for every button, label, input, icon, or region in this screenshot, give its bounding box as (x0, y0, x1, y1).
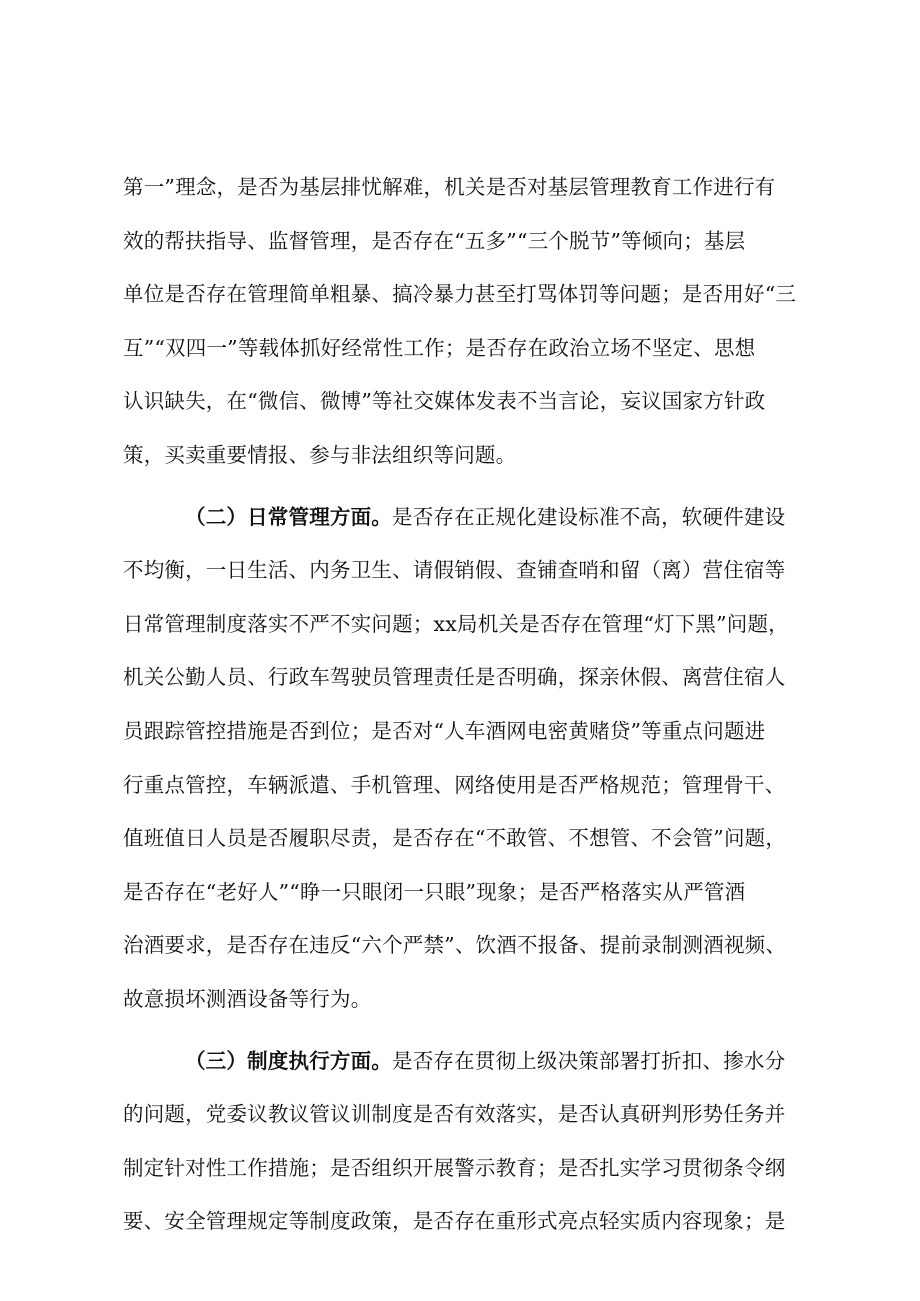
paragraph-line: 策，买卖重要情报、参与非法组织等问题。 (123, 442, 517, 467)
paragraph-text: 是否存在贯彻上级决策部署打折扣、掺水分 (392, 1048, 786, 1073)
paragraph-3 (123, 1035, 803, 1249)
paragraph-line: 故意损坏测酒设备等行为。 (123, 986, 372, 1011)
paragraph-line: 单位是否存在管理简单粗暴、搞冷暴力甚至打骂体罚等问题；是否用好“三 (123, 282, 797, 307)
paragraph-line: 制定针对性工作措施；是否组织开展警示教育；是否扎实学习贯彻条令纲 (123, 1155, 786, 1180)
paragraph-line: 认识缺失，在“微信、微博”等社交媒体发表不当言论，妄议国家方针政 (123, 389, 766, 414)
paragraph-line: 的问题，党委议教议管议训制度是否有效落实，是否认真研判形势任务并 (123, 1102, 786, 1127)
paragraph-2 (123, 491, 803, 1027)
paragraph-first-line (123, 491, 803, 545)
paragraph-line: 第一”理念，是否为基层排忧解难，机关是否对基层管理教育工作进行有 (123, 175, 776, 199)
paragraph-line: 日常管理制度落实不严不实问题；xx局机关是否存在管理“灯下黑”问题， (123, 611, 789, 636)
paragraph-line: 值班值日人员是否履职尽责，是否存在“不敢管、不想管、不会管”问题， (123, 826, 787, 851)
section-heading: （二）日常管理方面。 (185, 504, 392, 529)
paragraph-line: 是否存在“老好人”“睁一只眼闭一只眼”现象；是否严格落实从严管酒 (123, 879, 746, 904)
section-heading: （三）制度执行方面。 (185, 1048, 392, 1073)
paragraph-line: 行重点管控，车辆派遣、手机管理、网络使用是否严格规范；管理骨干、 (123, 772, 786, 797)
paragraph-text: 是否存在正规化建设标准不高，软硬件建设 (392, 504, 786, 529)
paragraph-line: 要、安全管理规定等制度政策，是否存在重形式亮点轻实质内容现象；是 (123, 1209, 786, 1234)
paragraph-line: 机关公勤人员、行政车驾驶员管理责任是否明确，探亲休假、离营住宿人 (123, 665, 786, 690)
paragraph-line: 治酒要求，是否存在违反“六个严禁”、饮酒不报备、提前录制测酒视频、 (123, 933, 787, 958)
paragraph-line: 不均衡，一日生活、内务卫生、请假销假、查铺查哨和留（离）营住宿等 (123, 558, 786, 583)
paragraph-line: 互”“双四一”等载体抓好经常性工作；是否存在政治立场不坚定、思想 (123, 335, 756, 360)
paragraph-first-line (123, 1035, 803, 1089)
paragraph-line: 效的帮扶指导、监督管理，是否存在“五多”“三个脱节”等倾向；基层 (123, 228, 746, 253)
document-page (123, 161, 803, 1249)
paragraph-line: 员跟踪管控措施是否到位；是否对“人车酒网电密黄赌贷”等重点问题进 (123, 718, 766, 743)
paragraph-1 (123, 161, 803, 483)
